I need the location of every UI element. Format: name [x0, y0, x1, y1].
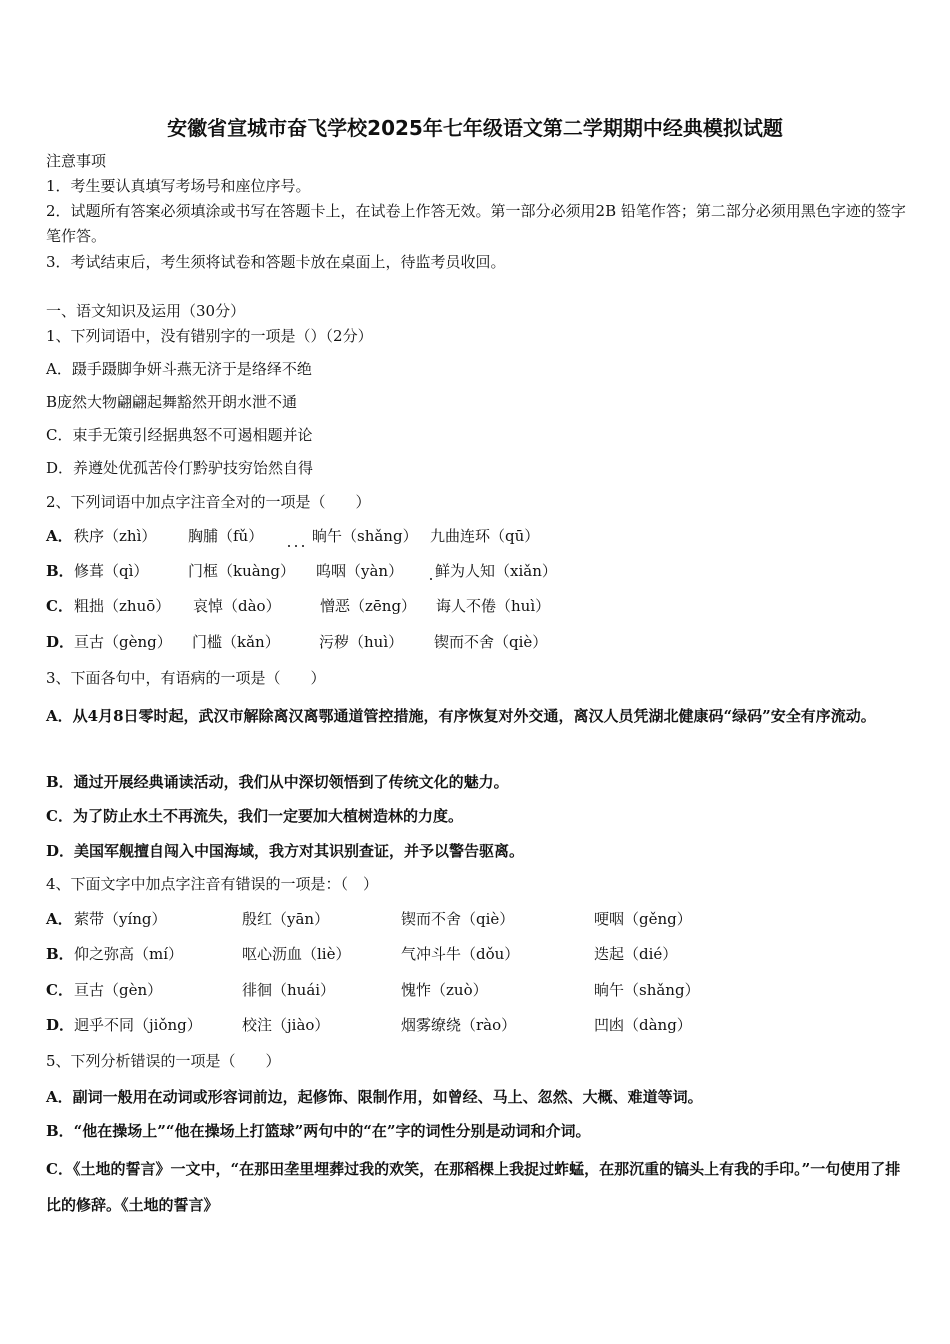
q3-option-d: D．美国军舰擅自闯入中国海域，我方对其识别查证，并予以警告驱离。 — [46, 842, 525, 860]
question-1-stem: 1、下列词语中，没有错别字的一项是（）（2分） — [46, 327, 373, 345]
q1-option-b: B庞然大物翩翩起舞豁然开朗水泄不通 — [46, 393, 298, 411]
q4-row-d — [46, 1015, 906, 1037]
emphasis-dot — [302, 545, 304, 547]
emphasis-dot — [295, 545, 297, 547]
emphasis-dot — [430, 578, 432, 580]
question-4-stem: 4、下面文字中加点字注音有错误的一项是：（ ） — [46, 875, 379, 893]
q4-d-item-4: 凹凼（dàng） — [594, 1016, 692, 1034]
q3-option-c: C．为了防止水土不再流失，我们一定要加大植树造林的力度。 — [46, 807, 463, 825]
q2-d-item-4: 锲而不舍（qiè） — [434, 633, 548, 651]
q2-c-item-1: 粗拙（zhuō） — [74, 597, 171, 615]
q4-a-item-1: 萦带（yíng） — [74, 910, 167, 928]
emphasis-dot — [288, 545, 290, 547]
q2-b-item-3: 呜咽（yàn） — [316, 562, 404, 580]
notice-item-1: 1．考生要认真填写考场号和座位序号。 — [46, 177, 311, 195]
q4-row-c — [46, 980, 906, 1002]
page-title: 安徽省宣城市奋飞学校2025年七年级语文第二学期期中经典模拟试题 — [167, 116, 783, 140]
q2-row-c-label: C． — [46, 597, 73, 615]
q4-a-item-3: 锲而不舍（qiè） — [401, 910, 515, 928]
q4-c-item-3: 愧怍（zuò） — [401, 981, 488, 999]
q2-row-a-label: A． — [46, 527, 73, 545]
q2-a-item-2: 胸脯（fǔ） — [188, 527, 264, 545]
q4-a-item-4: 哽咽（gěng） — [594, 910, 692, 928]
q2-c-item-3: 憎恶（zēng） — [320, 597, 417, 615]
notice-item-3: 3．考试结束后，考生须将试卷和答题卡放在桌面上，待监考员收回。 — [46, 253, 506, 271]
q2-b-item-1: 修葺（qì） — [74, 562, 149, 580]
q2-b-item-2: 门框（kuàng） — [188, 562, 295, 580]
q5-option-a: A．副词一般用在动词或形容词前边，起修饰、限制作用，如曾经、马上、忽然、大概、难道等词。 — [46, 1088, 703, 1106]
q5-option-c: C．《土地的誓言》一文中，“在那田垄里埋葬过我的欢笑，在那稻棵上我捉过蚱蜢，在那沉重的镐头上有我的手印。”一句使用了排比的修辞。《土地的誓言》 — [46, 1160, 901, 1214]
q4-row-d-label: D． — [46, 1016, 75, 1034]
q4-row-a — [46, 909, 906, 931]
q1-option-c: C．束手无策引经据典怒不可遏相题并论 — [46, 426, 313, 444]
q2-row-b-label: B． — [46, 562, 74, 580]
notice-heading: 注意事项 — [46, 152, 107, 170]
q1-option-a: A．蹑手蹑脚争妍斗燕无济于是络绎不绝 — [46, 360, 312, 378]
q4-row-b-label: B． — [46, 945, 74, 963]
section-heading: 一、语文知识及运用（30分） — [46, 302, 246, 320]
q4-d-item-2: 校注（jiào） — [242, 1016, 330, 1034]
q3-option-b: B．通过开展经典诵读活动，我们从中深切领悟到了传统文化的魅力。 — [46, 773, 509, 791]
q4-row-c-label: C． — [46, 981, 73, 999]
q2-a-item-1: 秩序（zhì） — [74, 527, 157, 545]
q2-c-item-2: 哀悼（dào） — [193, 597, 281, 615]
q2-b-item-4: 鲜为人知（xiǎn） — [435, 562, 557, 580]
q2-d-item-2: 门槛（kǎn） — [192, 633, 280, 651]
q4-c-item-4: 晌午（shǎng） — [594, 981, 700, 999]
q3-option-a: A．从4月8日零时起，武汉市解除离汉离鄂通道管控措施，有序恢复对外交通，离汉人员凭湖北健康码“绿码”安全有序流动。 — [46, 707, 876, 725]
q4-c-item-2: 徘徊（huái） — [242, 981, 336, 999]
q4-d-item-1: 迥乎不同（jiǒng） — [74, 1016, 202, 1034]
q2-a-item-4: 九曲连环（qū） — [430, 527, 540, 545]
q2-d-item-3: 污秽（huì） — [319, 633, 404, 651]
q4-row-a-label: A． — [46, 910, 73, 928]
question-3-stem: 3、下面各句中，有语病的一项是（ ） — [46, 669, 326, 687]
q4-b-item-1: 仰之弥高（mí） — [74, 945, 184, 963]
q2-row-d — [46, 632, 906, 654]
q4-b-item-2: 呕心沥血（liè） — [242, 945, 351, 963]
q2-row-a — [46, 526, 906, 548]
q1-option-d: D．养遵处优孤苦伶仃黔驴技穷饴然自得 — [46, 459, 314, 477]
q2-a-item-3: 晌午（shǎng） — [312, 527, 418, 545]
q4-b-item-4: 迭起（dié） — [594, 945, 678, 963]
q2-row-d-label: D． — [46, 633, 75, 651]
q2-c-item-4: 诲人不倦（huì） — [436, 597, 551, 615]
q4-c-item-1: 亘古（gèn） — [74, 981, 163, 999]
question-2-stem: 2、下列词语中加点字注音全对的一项是（ ） — [46, 493, 371, 511]
q4-row-b — [46, 944, 906, 966]
question-5-stem: 5、下列分析错误的一项是（ ） — [46, 1052, 281, 1070]
q2-d-item-1: 亘古（gèng） — [74, 633, 172, 651]
q2-row-b — [46, 561, 906, 583]
q4-d-item-3: 烟雾缭绕（rào） — [401, 1016, 517, 1034]
notice-item-2: 2．试题所有答案必须填涂或书写在答题卡上，在试卷上作答无效。第一部分必须用2B 铅笔作答；第二部分必须用黑色字迹的签字笔作答。 — [46, 202, 906, 245]
q2-row-c — [46, 596, 906, 618]
q5-option-b: B．“他在操场上”“他在操场上打篮球”两句中的“在”字的词性分别是动词和介词。 — [46, 1122, 591, 1140]
q4-b-item-3: 气冲斗牛（dǒu） — [401, 945, 520, 963]
q4-a-item-2: 殷红（yān） — [242, 910, 330, 928]
